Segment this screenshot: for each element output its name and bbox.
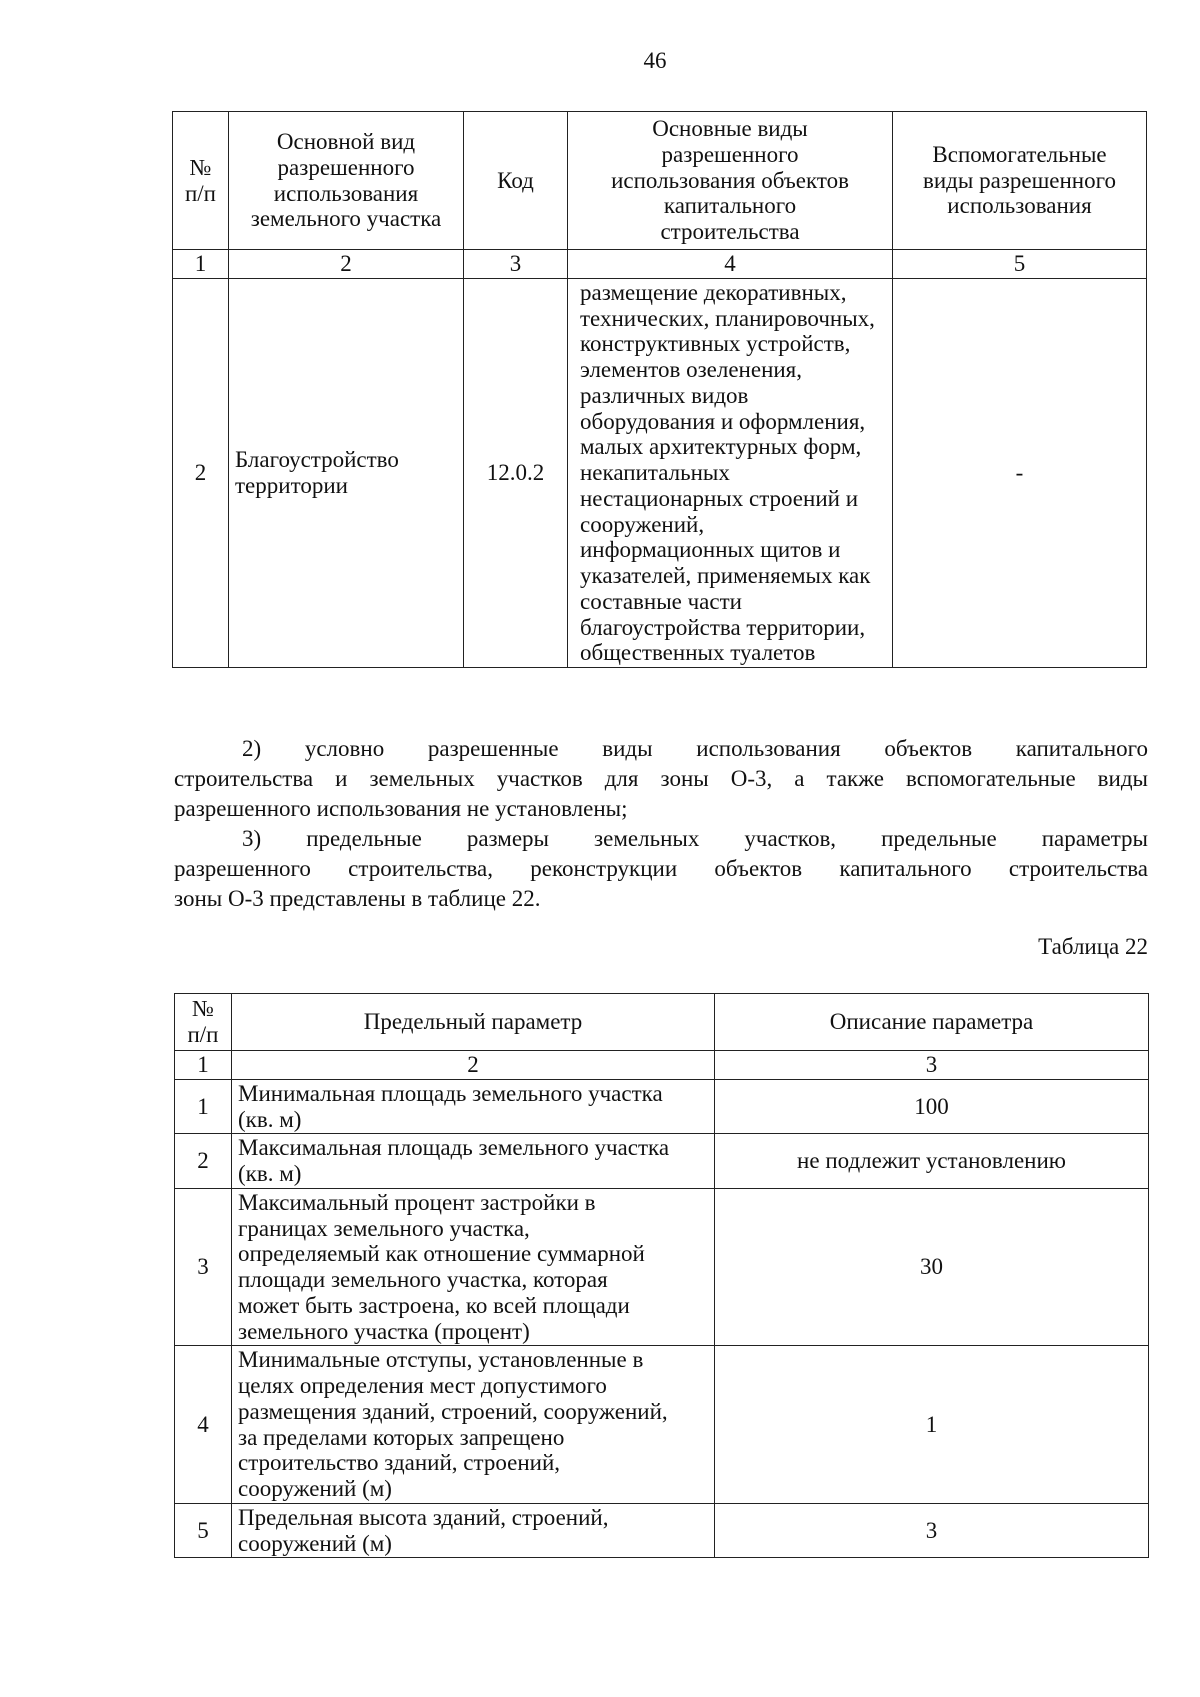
column-number: 2 [232,1051,715,1080]
row-auxiliary: - [893,278,1147,667]
text-line: Минимальная площадь земельного участка [238,1080,663,1106]
row-param [232,1188,715,1346]
text-line: указателей, применяемых как [580,563,871,588]
text-line: благоустройства территории, [580,614,866,640]
text-line: (кв. м) [238,1106,302,1132]
header-param: Предельный параметр [232,994,715,1051]
row-num: 2 [173,278,229,667]
column-number: 1 [173,250,229,279]
text-line: границах земельного участка, [238,1215,530,1241]
text-line: № [189,154,212,180]
row-capital-use [568,278,893,667]
row-param [232,1079,715,1134]
text-line: Минимальные отступы, установленные в [238,1347,644,1373]
text-line: земельного участка [250,206,442,232]
column-number: 1 [175,1051,232,1080]
text-line: целях определения мест допустимого [238,1373,607,1398]
text-line: капитального [663,193,797,219]
text-line: оборудования и оформления, [580,408,866,434]
text-line: нестационарных строений и [580,485,858,511]
text-line: за пределами которых запрещено [238,1424,565,1450]
text-line: определяемый как отношение суммарной [238,1241,645,1267]
text-line: может быть застроена, ко всей площади [238,1292,630,1318]
row-code: 12.0.2 [464,278,568,667]
table2-column-numbers-row [175,1051,1149,1080]
table-row [175,1188,1149,1346]
row-value: 3 [715,1503,1149,1558]
header-auxiliary [893,112,1147,250]
paragraph-3-line-3: зоны О-3 представлены в таблице 22. [174,886,541,911]
page-number: 46 [643,48,667,73]
text-line: Основной вид [276,129,416,154]
text-line: площади земельного участка, которая [238,1267,608,1292]
text-line: Основные виды [652,116,808,142]
text-line: различных видов [580,382,749,408]
row-value: 1 [715,1346,1149,1504]
table2-header-row [175,994,1149,1051]
table1-header-row [173,112,1147,250]
table-row [173,278,1147,667]
text-line: строительства [660,219,800,245]
text-line: территории [235,472,348,498]
text-line: использования объектов [611,167,849,193]
text-line: Максимальный процент застройки в [238,1189,596,1215]
row-param [232,1346,715,1504]
paragraph-3: 3) предельные размеры земельных участков, предельные параметры [242,826,1148,851]
text-line: информационных щитов и [580,537,841,563]
row-num: 5 [175,1503,232,1558]
header-num [173,112,229,250]
paragraph-3-line-2: разрешенного строительства, реконструкции объектов капитального строительства [174,856,1148,881]
text-line: п/п [187,1022,219,1047]
text-line: виды разрешенного [923,167,1116,193]
column-number: 2 [229,250,464,279]
row-param [232,1503,715,1558]
table-caption: Таблица 22 [1038,934,1148,959]
paragraph-2-line-2: строительства и земельных участков для зоны О-3, а также вспомогательные виды [174,766,1148,791]
header-num [175,994,232,1051]
text-line: размещения зданий, строений, сооружений, [238,1398,668,1424]
text-line: строительство зданий, строений, [238,1450,560,1476]
text-line: Максимальная площадь земельного участка [238,1135,670,1161]
text-line: п/п [184,180,216,206]
text-line: малых архитектурных форм, [580,434,862,460]
row-num: 2 [175,1134,232,1189]
header-code: Код [464,112,568,250]
text-line: № [192,996,214,1022]
text-line: технических, планировочных, [580,305,875,331]
paragraph-2: 2) условно разрешенные виды использования объектов капитального [242,736,1148,761]
text-line: Вспомогательные [932,141,1107,167]
table-row [175,1134,1149,1189]
row-value: 30 [715,1188,1149,1346]
header-desc: Описание параметра [715,994,1149,1051]
text-line: сооружений (м) [238,1530,392,1556]
text-line: общественных туалетов [580,640,816,666]
text-line: сооружений, [580,511,705,537]
table-row [175,1079,1149,1134]
text-line: элементов озеленения, [580,357,803,382]
text-line: размещение декоративных, [580,279,847,305]
text-line: земельного участка (процент) [238,1318,530,1344]
column-number: 4 [568,250,893,279]
table2-body [175,1079,1149,1558]
header-main-use [229,112,464,250]
parameters-table [174,993,1149,1558]
row-num: 1 [175,1079,232,1134]
table-row [175,1503,1149,1558]
text-line: сооружений (м) [238,1476,392,1501]
text-line: использования [947,193,1092,219]
text-line: разрешенного [661,141,799,167]
table-row [175,1346,1149,1504]
text-line: некапитальных [580,460,730,485]
column-number: 5 [893,250,1147,279]
text-line: Предельная высота зданий, строений, [238,1504,609,1530]
text-line: конструктивных устройств, [580,331,851,357]
row-main-use [229,278,464,667]
text-line: использования [273,180,419,206]
column-number: 3 [715,1051,1149,1080]
text-line: разрешенного [277,154,415,180]
row-value: не подлежит установлению [715,1134,1149,1189]
text-line: Благоустройство [235,447,399,473]
text-line: (кв. м) [238,1161,302,1186]
row-num: 3 [175,1188,232,1346]
row-value: 100 [715,1079,1149,1134]
column-number: 3 [464,250,568,279]
table1-column-numbers-row [173,250,1147,279]
land-use-table [172,111,1147,668]
row-num: 4 [175,1346,232,1504]
row-param [232,1134,715,1189]
header-capital-use [568,112,893,250]
paragraph-2-line-3: разрешенного использования не установлены; [174,796,628,821]
text-line: составные части [580,588,742,614]
